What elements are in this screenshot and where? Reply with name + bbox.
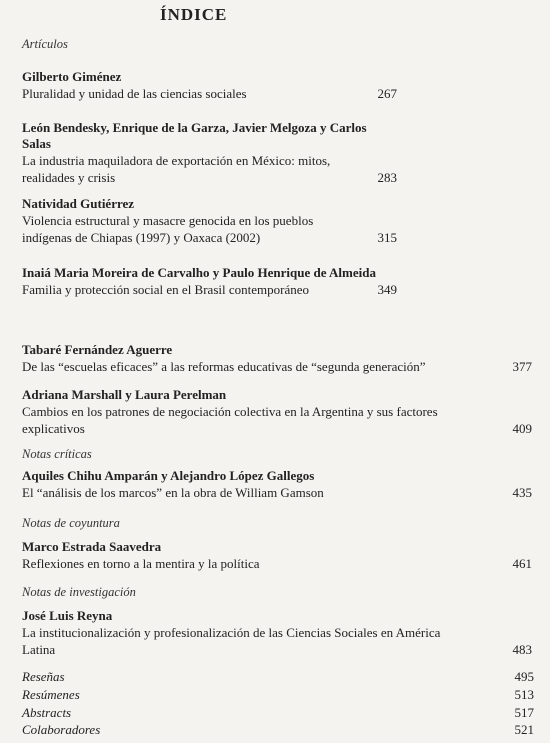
section-notas-criticas: Notas críticas	[22, 447, 92, 461]
entry-page: 377	[512, 359, 532, 374]
toc-entry	[22, 265, 397, 298]
tail-page: 517	[514, 705, 534, 720]
toc-entry	[22, 196, 397, 246]
entry-title: La industria maquiladora de exportación en México: mitos, realidades y crisis	[22, 153, 331, 185]
tail-page: 495	[514, 669, 534, 684]
entry-title: Pluralidad y unidad de las ciencias sociales	[22, 86, 247, 101]
toc-entry	[22, 468, 532, 501]
entry-author: Aquiles Chihu Amparán y Alejandro López Gallegos	[22, 468, 315, 483]
entry-page: 409	[512, 421, 532, 436]
tail-label: Resúmenes	[22, 687, 80, 702]
toc-entry	[22, 539, 532, 572]
section-notas-coyuntura: Notas de coyuntura	[22, 516, 120, 530]
entry-page: 349	[377, 282, 397, 297]
entry-title: Cambios en los patrones de negociación colectiva en la Argentina y sus factores explicativos	[22, 404, 438, 436]
entry-page: 315	[377, 230, 397, 245]
tail-label: Abstracts	[22, 705, 72, 720]
toc-tail-item	[22, 705, 534, 721]
entry-page: 461	[512, 556, 532, 571]
entry-page: 435	[512, 485, 532, 500]
toc-tail-item	[22, 687, 534, 703]
entry-author: José Luis Reyna	[22, 608, 113, 623]
entry-author: Inaiá Maria Moreira de Carvalho y Paulo Henrique de Almeida	[22, 265, 376, 280]
section-notas-investigacion: Notas de investigación	[22, 585, 136, 599]
toc-tail-item	[22, 722, 534, 738]
toc-entry	[22, 387, 532, 437]
index-title: ÍNDICE	[160, 5, 228, 24]
entry-author: Marco Estrada Saavedra	[22, 539, 162, 554]
entry-title: El “análisis de los marcos” en la obra de William Gamson	[22, 485, 324, 500]
entry-author: Natividad Gutiérrez	[22, 196, 135, 211]
tail-page: 513	[514, 687, 534, 702]
entry-page: 267	[377, 86, 397, 101]
entry-title: Reflexiones en torno a la mentira y la política	[22, 556, 260, 571]
entry-author: León Bendesky, Enrique de la Garza, Javier Melgoza y Carlos Salas	[22, 120, 367, 151]
toc-entry	[22, 342, 532, 375]
toc-entry	[22, 608, 532, 658]
entry-author: Adriana Marshall y Laura Perelman	[22, 387, 227, 402]
entry-author: Tabaré Fernández Aguerre	[22, 342, 173, 357]
toc-tail-item	[22, 669, 534, 685]
entry-author: Gilberto Giménez	[22, 69, 122, 84]
toc-entry	[22, 120, 397, 186]
entry-title: Familia y protección social en el Brasil contemporáneo	[22, 282, 309, 297]
entry-page: 283	[377, 170, 397, 185]
entry-page: 483	[512, 642, 532, 657]
entry-title: La institucionalización y profesionalización de las Ciencias Sociales en América Latina	[22, 625, 441, 657]
tail-label: Colaboradores	[22, 722, 101, 737]
entry-title: De las “escuelas eficaces” a las reformas educativas de “segunda generación”	[22, 359, 426, 374]
tail-page: 521	[514, 722, 534, 737]
entry-title: Violencia estructural y masacre genocida en los pueblos indígenas de Chiapas (1997) y Oaxaca (2002)	[22, 213, 314, 245]
tail-label: Reseñas	[22, 669, 65, 684]
toc-entry	[22, 69, 397, 102]
section-articulos: Artículos	[22, 37, 68, 51]
